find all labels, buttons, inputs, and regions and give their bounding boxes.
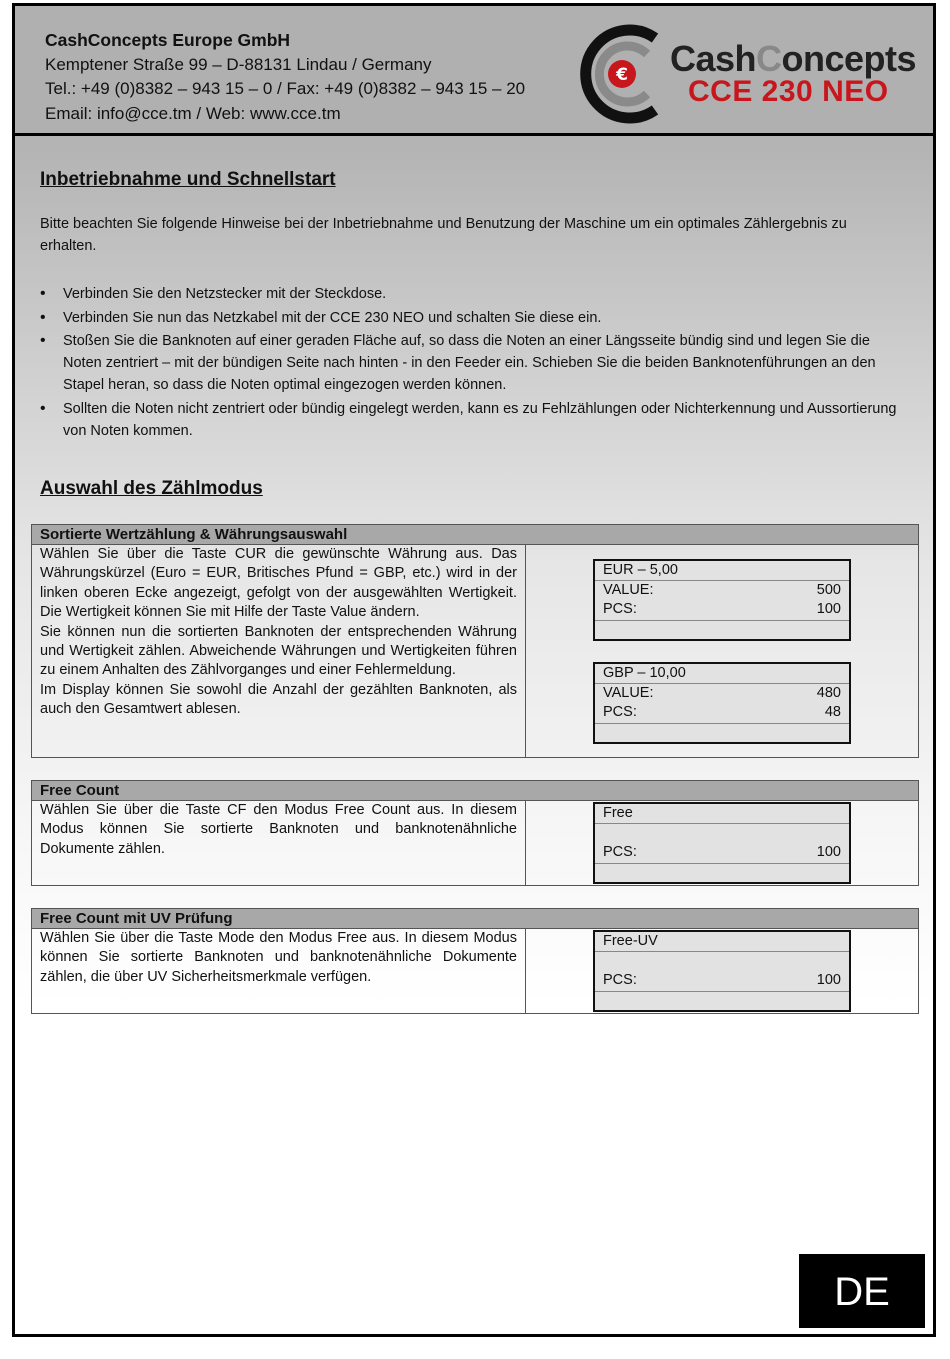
company-phone-fax: Tel.: +49 (0)8382 – 943 15 – 0 / Fax: +49 (0)8382 – 943 15 – 20 — [45, 79, 526, 98]
mode-table-sorted-value — [31, 524, 919, 758]
display-header: GBP – 10,00 — [603, 665, 686, 681]
section-title-setup: Inbetriebnahme und Schnellstart — [40, 169, 336, 190]
list-item: • Verbinden Sie nun das Netzkabel mit der CCE 230 NEO und schalten Sie diese ein. — [40, 307, 910, 329]
mode-table-free-count-uv — [31, 908, 919, 1014]
list-item: • Sollten die Noten nicht zentriert oder bündig eingelegt werden, kann es zu Fehlzählungen oder Nichterkennung und Aussortierung von Noten kommen. — [40, 398, 910, 442]
setup-steps-list — [40, 283, 910, 443]
mode-description: Wählen Sie über die Taste Mode den Modus Free aus. In diesem Modus können Sie sortierte Banknoten und banknotenähnliche Dokumente zählen, die über UV Sicherheitsmerkmale verfügen. — [32, 929, 526, 1013]
list-item: • Stoßen Sie die Banknoten auf einer geraden Fläche auf, so dass die Noten an einer Längsseite bündig sind und legen Sie die Noten zentriert – mit der bündigen Seite nach hinten - in den Feeder ein. Schieben Sie die beiden Banknotenführungen an den Stapel heran, so dass die Noten optimal eingezogen werden können. — [40, 330, 910, 396]
mode-title: Free Count — [32, 781, 918, 801]
page-header — [15, 6, 933, 136]
display-value: 480 — [816, 684, 841, 701]
display-gbp: GBP – 10,00 VALUE: 480 PCS: 48 — [593, 662, 851, 744]
page-frame — [12, 3, 936, 1337]
display-pcs: 100 — [816, 972, 841, 988]
company-name: CashConcepts Europe GmbH — [45, 30, 291, 50]
section-title-count-mode: Auswahl des Zählmodus — [40, 478, 263, 499]
display-examples — [526, 801, 918, 885]
display-free: Free PCS: 100 — [593, 802, 851, 884]
display-examples — [526, 929, 918, 1013]
logo-product-name: CCE 230 NEO — [688, 75, 889, 108]
brand-logo — [575, 24, 925, 124]
setup-intro: Bitte beachten Sie folgende Hinweise bei der Inbetriebnahme und Benutzung der Maschine um ein optimales Zählergebnis zu erhalten. — [40, 216, 847, 254]
mode-description: Wählen Sie über die Taste CF den Modus Free Count aus. In diesem Modus können Sie sortierte Banknoten und banknotenähnliche Dokumente zählen. — [32, 801, 526, 885]
display-eur: EUR – 5,00 VALUE: 500 PCS: 100 — [593, 559, 851, 641]
display-pcs: 100 — [816, 601, 841, 617]
mode-title: Sortierte Wertzählung & Währungsauswahl — [32, 525, 918, 545]
display-examples — [526, 545, 918, 757]
company-info — [45, 28, 525, 126]
mode-description: Wählen Sie über die Taste CUR die gewünschte Währung aus. Das Währungskürzel (Euro = EUR, Britisches Pfund = GBP, etc.) wird in der linken oberen Ecke angezeigt, gefolgt von der ausgewählten Wertigkeit. Die Wertigkeit können Sie mit Hilfe der Taste Value ändern. Sie können nun die sortierten Banknoten der entsprechenden Währung und Wertigkeit zählen. Abweichende Währungen und Wertigkeiten führen zu einem Anhalten des Zählvorganges und einer Fehlermeldung. Im Display können Sie sowohl die Anzahl der gezählten Banknoten, als auch den Gesamtwert ablesen. — [32, 545, 526, 757]
logo-brand-name: CashConcepts — [670, 38, 917, 79]
display-free-uv: Free-UV PCS: 100 — [593, 930, 851, 1012]
display-pcs: 48 — [824, 704, 841, 720]
display-header: Free — [603, 805, 633, 821]
company-email-web: Email: info@cce.tm / Web: www.cce.tm — [45, 103, 341, 123]
euro-symbol: € — [616, 65, 628, 85]
display-value: 500 — [816, 581, 841, 598]
mode-table-free-count — [31, 780, 919, 886]
company-address: Kemptener Straße 99 – D-88131 Lindau / Germany — [45, 54, 432, 74]
language-badge: DE — [799, 1254, 925, 1328]
list-item: • Verbinden Sie den Netzstecker mit der Steckdose. — [40, 283, 910, 305]
display-header: Free-UV — [603, 933, 658, 949]
logo-c-emblem-icon — [575, 24, 667, 124]
display-header: EUR – 5,00 — [603, 562, 678, 578]
mode-title: Free Count mit UV Prüfung — [32, 909, 918, 929]
display-pcs: 100 — [816, 844, 841, 860]
